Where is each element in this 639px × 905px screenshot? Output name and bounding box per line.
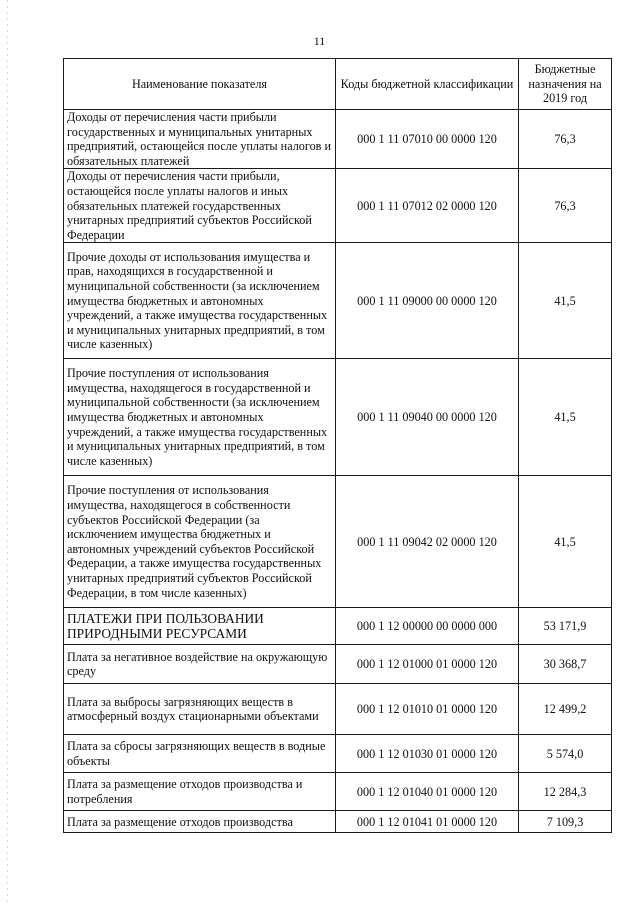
- table-row: [64, 169, 612, 243]
- section-indicator-name: ПЛАТЕЖИ ПРИ ПОЛЬЗОВАНИИ ПРИРОДНЫМИ РЕСУРСАМИ: [64, 608, 336, 645]
- row-budget-code: 000 1 11 09040 00 0000 120: [336, 359, 519, 476]
- row-budget-value: 76,3: [519, 169, 612, 243]
- header-indicator-name: Наименование показателя: [64, 59, 336, 110]
- row-budget-value: 12 499,2: [519, 684, 612, 735]
- row-budget-code: 000 1 12 01000 01 0000 120: [336, 645, 519, 684]
- budget-table: [63, 58, 612, 833]
- table-row: [64, 645, 612, 684]
- row-indicator-name: Прочие доходы от использования имущества и прав, находящихся в государственной и муниципальной собственности (за исключением имущества бюджетных и автономных учреждений, а также имущества государственных и муниципальных унитарных предприятий, в том числе казенных): [64, 243, 336, 359]
- row-budget-value: 7 109,3: [519, 811, 612, 833]
- row-indicator-name: Доходы от перечисления части прибыли государственных и муниципальных унитарных предприятий, остающейся после уплаты налогов и обязательных платежей: [64, 110, 336, 169]
- row-budget-value: 41,5: [519, 476, 612, 608]
- table-row: [64, 110, 612, 169]
- row-indicator-name: Плата за размещение отходов производства: [64, 811, 336, 833]
- header-budget-value: Бюджетные назначения на 2019 год: [519, 59, 612, 110]
- row-budget-code: 000 1 11 07012 02 0000 120: [336, 169, 519, 243]
- row-indicator-name: Плата за сбросы загрязняющих веществ в водные объекты: [64, 735, 336, 773]
- table-row: [64, 735, 612, 773]
- row-indicator-name: Плата за размещение отходов производства и потребления: [64, 773, 336, 811]
- row-budget-code: 000 1 11 09000 00 0000 120: [336, 243, 519, 359]
- row-budget-value: 41,5: [519, 243, 612, 359]
- row-budget-code: 000 1 11 09042 02 0000 120: [336, 476, 519, 608]
- row-budget-value: 76,3: [519, 110, 612, 169]
- row-budget-code: 000 1 12 01041 01 0000 120: [336, 811, 519, 833]
- row-budget-value: 30 368,7: [519, 645, 612, 684]
- row-budget-value: 12 284,3: [519, 773, 612, 811]
- header-budget-code: Коды бюджетной классификации: [336, 59, 519, 110]
- row-budget-value: 41,5: [519, 359, 612, 476]
- table-row: [64, 476, 612, 608]
- row-budget-code: 000 1 12 01030 01 0000 120: [336, 735, 519, 773]
- row-budget-value: 53 171,9: [519, 608, 612, 645]
- table-row: [64, 243, 612, 359]
- row-budget-code: 000 1 12 00000 00 0000 000: [336, 608, 519, 645]
- row-indicator-name: Плата за выбросы загрязняющих веществ в атмосферный воздух стационарными объектами: [64, 684, 336, 735]
- row-budget-code: 000 1 11 07010 00 0000 120: [336, 110, 519, 169]
- table-row: [64, 773, 612, 811]
- page-number: 11: [313, 34, 326, 48]
- row-budget-code: 000 1 12 01040 01 0000 120: [336, 773, 519, 811]
- row-budget-value: 5 574,0: [519, 735, 612, 773]
- table-row: [64, 811, 612, 833]
- table-header-row: [64, 59, 612, 110]
- table-row: [64, 359, 612, 476]
- row-indicator-name: Прочие поступления от использования имущества, находящегося в государственной и муниципальной собственности (за исключением имущества бюджетных и автономных учреждений, а также имущества государственных и муниципальных унитарных предприятий, в том числе казенных): [64, 359, 336, 476]
- row-budget-code: 000 1 12 01010 01 0000 120: [336, 684, 519, 735]
- row-indicator-name: Прочие поступления от использования имущества, находящегося в собственности субъектов Российской Федерации (за исключением имущества бюджетных и автономных учреждений субъектов Российской Федерации, а также имущества государственных унитарных предприятий субъектов Российской Федерации, в том числе казенных): [64, 476, 336, 608]
- row-indicator-name: Доходы от перечисления части прибыли, остающейся после уплаты налогов и иных обязательных платежей государственных унитарных предприятий субъектов Российской Федерации: [64, 169, 336, 243]
- table-section-row: [64, 608, 612, 645]
- scan-edge-artifact: [7, 0, 8, 905]
- row-indicator-name: Плата за негативное воздействие на окружающую среду: [64, 645, 336, 684]
- table-row: [64, 684, 612, 735]
